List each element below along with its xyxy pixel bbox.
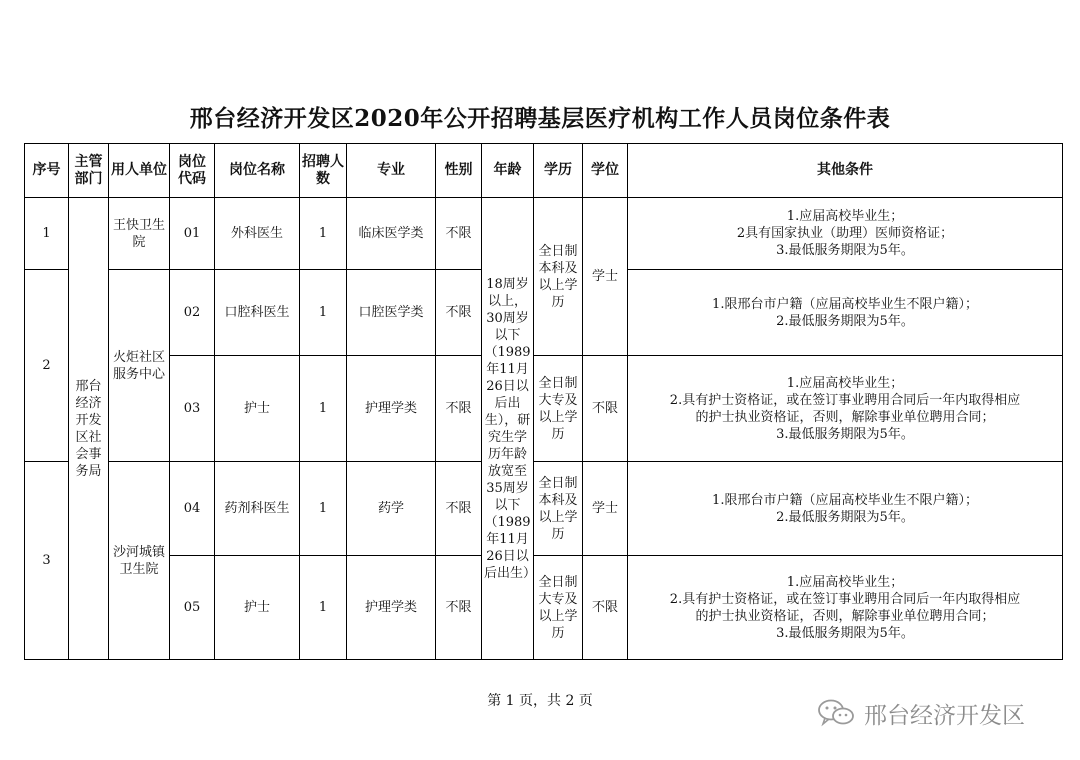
unit-cell: 沙河城镇卫生院 xyxy=(109,462,170,660)
condition-line: 2.具有护士资格证，或在签订事业聘用合同后一年内取得相应 xyxy=(669,392,1021,408)
header-num: 招聘人数 xyxy=(300,144,347,198)
age-cell: 18周岁以上，30周岁以下（1989年11月26日以后出生），研究生学历年龄放宽至35周岁以下（1989年11月26日以后出生） xyxy=(482,198,534,660)
conditions-cell xyxy=(628,556,1063,660)
seq-cell: 1 xyxy=(25,198,69,270)
edu-cell: 全日制大专及以上学历 xyxy=(534,556,583,660)
condition-line: 2.具有护士资格证，或在签订事业聘用合同后一年内取得相应 xyxy=(669,591,1021,607)
code-cell: 01 xyxy=(170,198,215,270)
condition-line: 2.最低服务期限为5年。 xyxy=(776,509,914,525)
condition-line: 1.应届高校毕业生； xyxy=(786,209,904,224)
header-age: 年龄 xyxy=(482,144,534,198)
header-edu: 学历 xyxy=(534,144,583,198)
degree-cell: 学士 xyxy=(583,462,628,556)
conditions-cell xyxy=(628,198,1063,270)
condition-line: 的护士执业资格证，否则，解除事业单位聘用合同； xyxy=(695,409,995,425)
code-cell: 03 xyxy=(170,356,215,462)
code-cell: 05 xyxy=(170,556,215,660)
gender-cell: 不限 xyxy=(436,556,482,660)
header-gender: 性别 xyxy=(436,144,482,198)
seq-cell: 3 xyxy=(25,462,69,660)
condition-line: 3.最低服务期限为5年。 xyxy=(776,243,914,258)
condition-line: 1.应届高校毕业生； xyxy=(786,375,904,391)
seq-cell: 2 xyxy=(25,270,69,462)
job-conditions-table xyxy=(24,143,1063,660)
name-cell: 口腔科医生 xyxy=(215,270,300,356)
watermark-text: 邢台经济开发区 xyxy=(864,702,1025,729)
header-major: 专业 xyxy=(347,144,436,198)
header-dept: 主管部门 xyxy=(69,144,109,198)
condition-line: 3.最低服务期限为5年。 xyxy=(776,625,914,641)
page-footer: 第 1 页，共 2 页 xyxy=(487,693,593,709)
name-cell: 护士 xyxy=(215,556,300,660)
condition-line: 1.应届高校毕业生； xyxy=(786,574,904,590)
header-row xyxy=(25,144,1063,198)
header-unit: 用人单位 xyxy=(109,144,170,198)
header-seq: 序号 xyxy=(25,144,69,198)
condition-line: 2.最低服务期限为5年。 xyxy=(776,313,914,329)
code-cell: 04 xyxy=(170,462,215,556)
num-cell: 1 xyxy=(300,356,347,462)
edu-cell: 全日制本科及以上学历 xyxy=(534,462,583,556)
conditions-cell xyxy=(628,356,1063,462)
header-degree: 学位 xyxy=(583,144,628,198)
gender-cell: 不限 xyxy=(436,270,482,356)
major-cell: 护理学类 xyxy=(347,556,436,660)
edu-cell: 全日制本科及以上学历 xyxy=(534,198,583,356)
unit-cell: 王快卫生院 xyxy=(109,198,170,270)
name-cell: 外科医生 xyxy=(215,198,300,270)
conditions-cell xyxy=(628,462,1063,556)
condition-line: 3.最低服务期限为5年。 xyxy=(776,426,914,442)
table-row xyxy=(25,356,1063,462)
num-cell: 1 xyxy=(300,270,347,356)
unit-cell: 火炬社区服务中心 xyxy=(109,270,170,462)
table-row xyxy=(25,556,1063,660)
gender-cell: 不限 xyxy=(436,356,482,462)
wechat-icon xyxy=(816,698,856,728)
condition-line: 的护士执业资格证，否则，解除事业单位聘用合同； xyxy=(695,608,995,624)
major-cell: 药学 xyxy=(347,462,436,556)
conditions-cell xyxy=(628,270,1063,356)
name-cell: 护士 xyxy=(215,356,300,462)
num-cell: 1 xyxy=(300,556,347,660)
gender-cell: 不限 xyxy=(436,198,482,270)
degree-cell: 不限 xyxy=(583,356,628,462)
header-other: 其他条件 xyxy=(628,144,1063,198)
num-cell: 1 xyxy=(300,198,347,270)
code-cell: 02 xyxy=(170,270,215,356)
table-row xyxy=(25,198,1063,270)
header-code: 岗位代码 xyxy=(170,144,215,198)
gender-cell: 不限 xyxy=(436,462,482,556)
condition-line: 2具有国家执业（助理）医师资格证； xyxy=(736,226,954,241)
dept-cell: 邢台经济开发区社会事务局 xyxy=(69,198,109,660)
condition-line: 1.限邢台市户籍（应届高校毕业生不限户籍）； xyxy=(712,492,978,508)
degree-cell: 学士 xyxy=(583,198,628,356)
name-cell: 药剂科医生 xyxy=(215,462,300,556)
num-cell: 1 xyxy=(300,462,347,556)
table-row xyxy=(25,462,1063,556)
edu-cell: 全日制大专及以上学历 xyxy=(534,356,583,462)
major-cell: 临床医学类 xyxy=(347,198,436,270)
major-cell: 口腔医学类 xyxy=(347,270,436,356)
major-cell: 护理学类 xyxy=(347,356,436,462)
page-title: 邢台经济开发区2020年公开招聘基层医疗机构工作人员岗位条件表 xyxy=(189,105,891,132)
condition-line: 1.限邢台市户籍（应届高校毕业生不限户籍）； xyxy=(712,296,978,312)
header-name: 岗位名称 xyxy=(215,144,300,198)
watermark xyxy=(816,696,1025,730)
degree-cell: 不限 xyxy=(583,556,628,660)
